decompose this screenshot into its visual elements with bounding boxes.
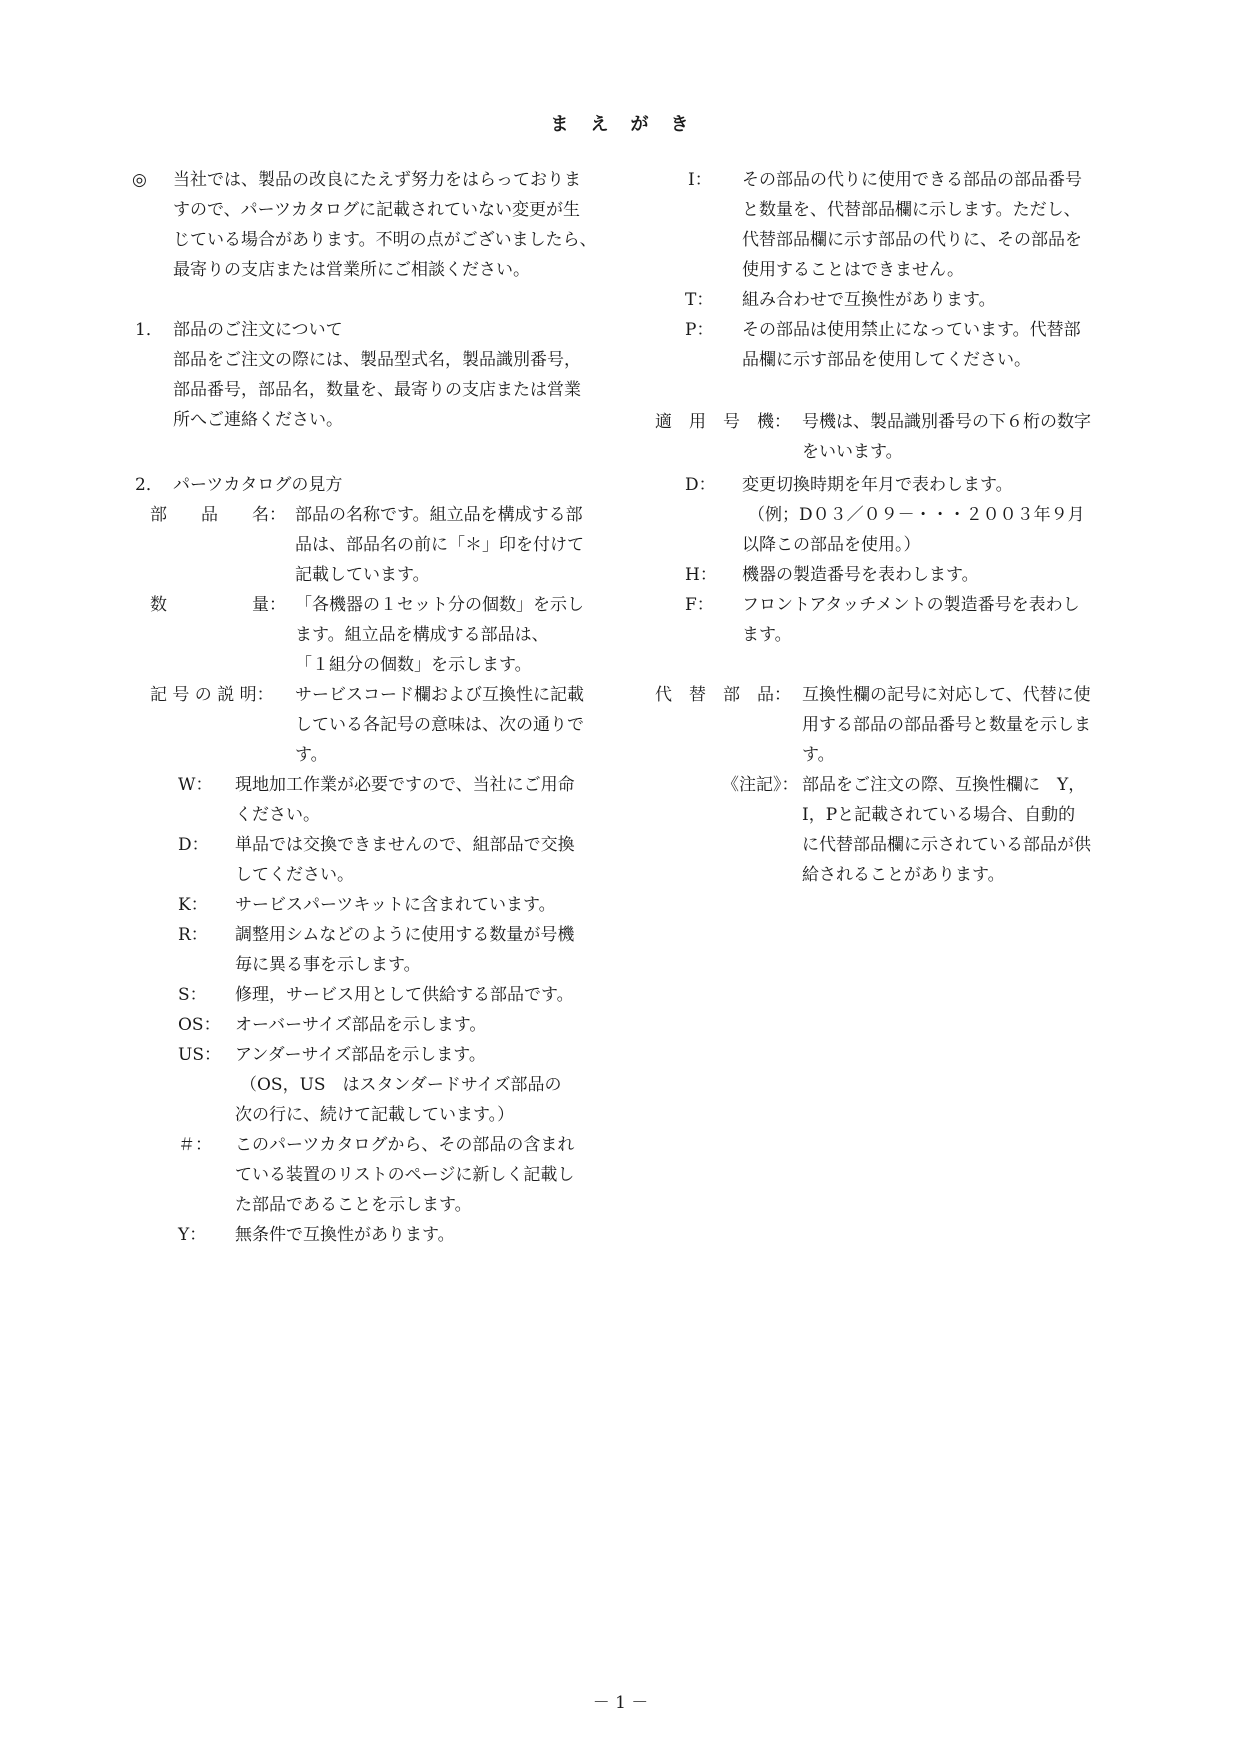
substitute-label: 代 替 部 品： bbox=[655, 685, 791, 705]
code-d: D： bbox=[178, 835, 209, 855]
code-r-line: 毎に異る事を示します。 bbox=[235, 955, 421, 975]
substitute-line: 用する部品の部品番号と数量を示しま bbox=[802, 715, 1091, 735]
code-d-date-line: 以降この部品を使用。） bbox=[742, 535, 921, 555]
note-line: に代替部品欄に示されている部品が供 bbox=[802, 835, 1091, 855]
symbols-line: す。 bbox=[295, 745, 328, 765]
code-d-date: D： bbox=[685, 475, 716, 495]
code-f-line: フロントアタッチメントの製造番号を表わし bbox=[742, 595, 1080, 615]
section-1-line: 部品をご注文の際には、製品型式名，製品識別番号， bbox=[173, 350, 581, 370]
quantity-line: 「各機器の１セット分の個数」を示し bbox=[295, 595, 584, 615]
code-y-line: 無条件で互換性があります。 bbox=[235, 1225, 455, 1245]
code-p: P： bbox=[685, 320, 714, 340]
applicable-line: をいいます。 bbox=[802, 442, 903, 462]
code-f: F： bbox=[685, 595, 714, 615]
page-title: ま え が き bbox=[550, 114, 691, 135]
code-d-date-line: （例；D０３／０９－・・・２００３年９月 bbox=[748, 505, 1085, 525]
parts-name-line: 部品の名称です。組立品を構成する部 bbox=[295, 505, 583, 525]
parts-name-label: 部 品 名： bbox=[150, 505, 286, 525]
parts-name-line: 記載しています。 bbox=[295, 565, 430, 585]
section-2-heading: パーツカタログの見方 bbox=[173, 475, 343, 495]
code-us: US： bbox=[178, 1045, 221, 1065]
intro-line: じている場合があります。不明の点がございましたら、 bbox=[173, 230, 597, 250]
code-i-line: 代替部品欄に示す部品の代りに、その部品を bbox=[742, 230, 1082, 250]
code-d-date-line: 変更切換時期を年月で表わします。 bbox=[742, 475, 1013, 495]
code-i-line: 使用することはできません。 bbox=[742, 260, 965, 280]
code-t-line: 組み合わせで互換性があります。 bbox=[742, 290, 996, 310]
note-label: 《注記》： bbox=[722, 775, 799, 795]
code-us-line: 次の行に、続けて記載しています。） bbox=[235, 1105, 515, 1125]
quantity-line: 「１組分の個数」を示します。 bbox=[295, 655, 532, 675]
code-i-line: その部品の代りに使用できる部品の部品番号 bbox=[742, 170, 1082, 190]
code-d-line: 単品では交換できませんので、組部品で交換 bbox=[235, 835, 575, 855]
substitute-line: 互換性欄の記号に対応して、代替に使 bbox=[802, 685, 1091, 705]
code-h: H： bbox=[685, 565, 717, 585]
symbols-label: 記 号 の 説 明： bbox=[150, 685, 274, 705]
code-w-line: 現地加工作業が必要ですので、当社にご用命 bbox=[235, 775, 575, 795]
code-r-line: 調整用シムなどのように使用する数量が号機 bbox=[235, 925, 575, 945]
code-hash-line: このパーツカタログから、その部品の含まれ bbox=[235, 1135, 575, 1155]
section-1-heading: 部品のご注文について bbox=[173, 320, 343, 340]
code-d-line: してください。 bbox=[235, 865, 354, 885]
code-i: I： bbox=[688, 170, 712, 190]
code-us-line: （OS，US はスタンダードサイズ部品の bbox=[240, 1075, 562, 1095]
intro-line: 当社では、製品の改良にたえず努力をはらっておりま bbox=[173, 170, 581, 190]
section-1-line: 部品番号，部品名，数量を、最寄りの支店または営業 bbox=[173, 380, 581, 400]
code-k-line: サービスパーツキットに含まれています。 bbox=[235, 895, 556, 915]
symbols-line: している各記号の意味は、次の通りで bbox=[295, 715, 584, 735]
code-t: T： bbox=[685, 290, 714, 310]
intro-line: 最寄りの支店または営業所にご相談ください。 bbox=[173, 260, 530, 280]
code-f-line: ます。 bbox=[742, 625, 792, 645]
note-line: 部品をご注文の際、互換性欄に Y， bbox=[802, 775, 1086, 795]
code-r: R： bbox=[178, 925, 208, 945]
code-p-line: 品欄に示す部品を使用してください。 bbox=[742, 350, 1031, 370]
code-k: K： bbox=[178, 895, 208, 915]
code-hash-line: ている装置のリストのページに新しく記載し bbox=[235, 1165, 575, 1185]
quantity-line: ます。組立品を構成する部品は、 bbox=[295, 625, 549, 645]
code-w-line: ください。 bbox=[235, 805, 320, 825]
code-os: OS： bbox=[178, 1015, 221, 1035]
code-os-line: オーバーサイズ部品を示します。 bbox=[235, 1015, 487, 1035]
intro-line: すので、パーツカタログに記載されていない変更が生 bbox=[173, 200, 580, 220]
parts-name-line: 品は、部品名の前に「＊」印を付けて bbox=[295, 535, 584, 555]
note-line: 給されることがあります。 bbox=[802, 865, 1005, 885]
code-s-line: 修理，サービス用として供給する部品です。 bbox=[235, 985, 574, 1005]
code-i-line: と数量を、代替部品欄に示します。ただし、 bbox=[742, 200, 1081, 220]
code-hash: ＃： bbox=[178, 1135, 212, 1155]
page-number: － 1 － bbox=[592, 1693, 649, 1713]
code-us-line: アンダーサイズ部品を示します。 bbox=[235, 1045, 486, 1065]
applicable-line: 号機は、製品識別番号の下６桁の数字 bbox=[802, 412, 1091, 432]
code-w: W： bbox=[178, 775, 213, 795]
code-y: Y： bbox=[178, 1225, 207, 1245]
section-2-number: 2． bbox=[135, 475, 163, 495]
symbols-line: サービスコード欄および互換性に記載 bbox=[295, 685, 584, 705]
intro-mark: ◎ bbox=[132, 170, 147, 190]
code-hash-line: た部品であることを示します。 bbox=[235, 1195, 472, 1215]
code-p-line: その部品は使用禁止になっています。代替部 bbox=[742, 320, 1081, 340]
section-1-number: 1． bbox=[135, 320, 163, 340]
section-1-line: 所へご連絡ください。 bbox=[173, 410, 343, 430]
code-h-line: 機器の製造番号を表わします。 bbox=[742, 565, 979, 585]
code-s: S： bbox=[178, 985, 207, 1005]
applicable-label: 適 用 号 機： bbox=[655, 412, 791, 432]
quantity-label: 数 量： bbox=[150, 595, 286, 615]
note-line: I，Pと記載されている場合、自動的 bbox=[802, 805, 1076, 825]
substitute-line: す。 bbox=[802, 745, 835, 765]
